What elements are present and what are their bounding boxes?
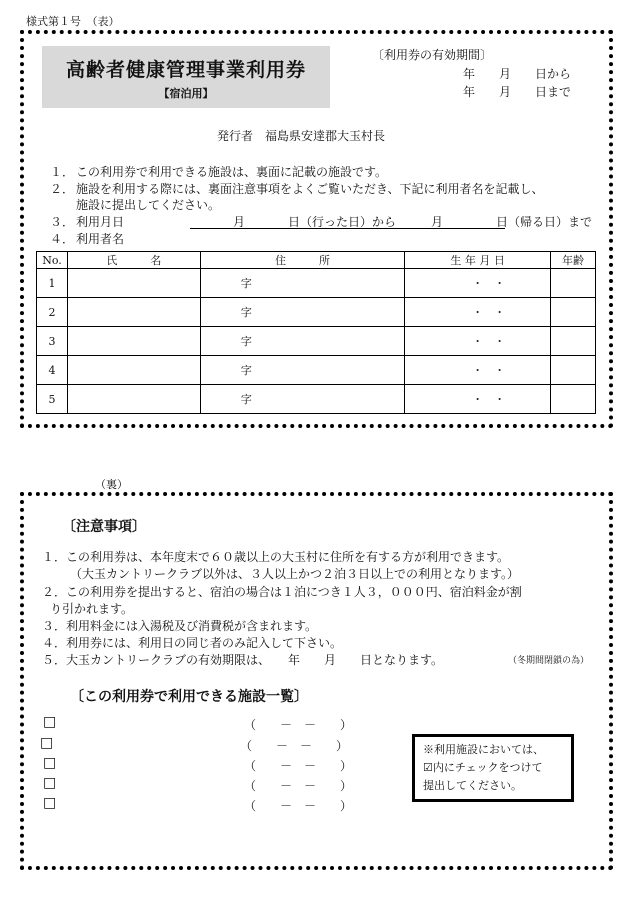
notes-heading: 〔注意事項〕	[62, 519, 146, 535]
header-no: No.	[37, 252, 68, 269]
issuer: 発行者 福島県安達郡大玉村長	[217, 129, 386, 143]
note-1-sub: （大玉カントリークラブ以外は、３人以上かつ２泊３日以上での利用となります。）	[70, 567, 520, 581]
header-name: 氏 名	[67, 252, 200, 269]
name-cell[interactable]	[67, 269, 200, 298]
note-5-small: （冬期間閉鎖の為）	[508, 656, 590, 666]
item-1-text: この利用券で利用できる施設は、裏面に記載の施設です。	[76, 165, 388, 179]
validity-label: 〔利用券の有効期間〕	[372, 48, 493, 62]
table-header	[37, 252, 596, 269]
name-cell[interactable]	[67, 356, 200, 385]
facility-checkbox[interactable]: □	[43, 714, 57, 730]
notice-line-1: ※利用施設においては、	[423, 743, 544, 756]
header-dob: 生 年 月 日	[405, 252, 551, 269]
row-no: 4	[37, 356, 68, 385]
user-table	[36, 251, 596, 414]
note-3: ３．利用料金には入湯税及び消費税が含まれます。	[42, 619, 318, 633]
table-row	[37, 269, 596, 298]
facility-checkbox[interactable]: □	[43, 755, 57, 771]
date-day-2: 日（帰る日）まで	[496, 215, 593, 229]
note-5: ５．大玉カントリークラブの有効期限は、 年 月 日となります。	[42, 653, 444, 667]
row-no: 2	[37, 298, 68, 327]
form-number: 様式第１号 （表）	[26, 15, 120, 28]
age-cell[interactable]	[551, 356, 596, 385]
dob-cell[interactable]: ・ ・	[405, 385, 551, 414]
date-month-1: 月	[233, 215, 246, 229]
facility-checkbox[interactable]: □	[43, 775, 57, 791]
name-cell[interactable]	[67, 298, 200, 327]
dob-cell[interactable]: ・ ・	[405, 298, 551, 327]
facility-checkbox[interactable]: □	[43, 795, 57, 811]
item-3-num: ３．	[50, 215, 75, 229]
row-no: 1	[37, 269, 68, 298]
facility-phone: （ － － ）	[240, 739, 349, 753]
header-address: 住 所	[200, 252, 405, 269]
title-subtitle: 【宿泊用】	[158, 87, 214, 100]
back-label: （裏）	[95, 478, 128, 491]
item-1-num: １．	[50, 165, 75, 179]
title-box	[42, 46, 330, 108]
item-3-text: 利用月日	[76, 215, 125, 229]
item-2-text-cont: 施設に提出してください。	[76, 198, 221, 212]
facility-checkbox[interactable]: □	[40, 735, 54, 751]
validity-to: 年 月 日まで	[463, 85, 572, 99]
dob-cell[interactable]: ・ ・	[405, 327, 551, 356]
facility-phone: （ － － ）	[244, 779, 353, 793]
age-cell[interactable]	[551, 327, 596, 356]
note-1: １．この利用券は、本年度末で６０歳以上の大玉村に住所を有する方が利用できます。	[42, 550, 510, 564]
note-4: ４．利用券には、利用日の同じ者のみ記入して下さい。	[42, 636, 343, 650]
facilities-heading: 〔この利用券で利用できる施設一覧〕	[70, 689, 308, 705]
date-day-1: 日（行った日）から	[288, 215, 397, 229]
facility-phone: （ － － ）	[244, 759, 353, 773]
note-2: ２．この利用券を提出すると、宿泊の場合は１泊につき１人３，０００円、宿泊料金が割	[42, 585, 522, 599]
notice-line-2: ☑内にチェックをつけて	[423, 761, 543, 774]
table-row	[37, 298, 596, 327]
item-2-num: ２．	[50, 182, 75, 196]
address-cell[interactable]: 字	[200, 298, 405, 327]
dob-cell[interactable]: ・ ・	[405, 356, 551, 385]
age-cell[interactable]	[551, 385, 596, 414]
page-title: 高齢者健康管理事業利用券	[65, 59, 306, 81]
table-row	[37, 385, 596, 414]
address-cell[interactable]: 字	[200, 269, 405, 298]
age-cell[interactable]	[551, 269, 596, 298]
item-4-num: ４．	[50, 232, 75, 246]
row-no: 3	[37, 327, 68, 356]
header-age: 年齢	[551, 252, 596, 269]
note-2-cont: り引かれます。	[50, 602, 134, 616]
checkbox-notice	[412, 734, 574, 802]
facility-phone: （ － － ）	[244, 718, 353, 732]
address-cell[interactable]: 字	[200, 327, 405, 356]
date-month-2: 月	[431, 215, 444, 229]
table-row	[37, 356, 596, 385]
age-cell[interactable]	[551, 298, 596, 327]
facility-phone: （ － － ）	[244, 799, 353, 813]
item-2-text: 施設を利用する際には、裏面注意事項をよくご覧いただき、下記に利用者名を記載し、	[76, 182, 544, 196]
address-cell[interactable]: 字	[200, 356, 405, 385]
notice-line-3: 提出してください。	[423, 779, 522, 792]
name-cell[interactable]	[67, 385, 200, 414]
name-cell[interactable]	[67, 327, 200, 356]
validity-from: 年 月 日から	[463, 67, 572, 81]
item-4-text: 利用者名	[76, 232, 125, 246]
table-row	[37, 327, 596, 356]
row-no: 5	[37, 385, 68, 414]
address-cell[interactable]: 字	[200, 385, 405, 414]
dob-cell[interactable]: ・ ・	[405, 269, 551, 298]
